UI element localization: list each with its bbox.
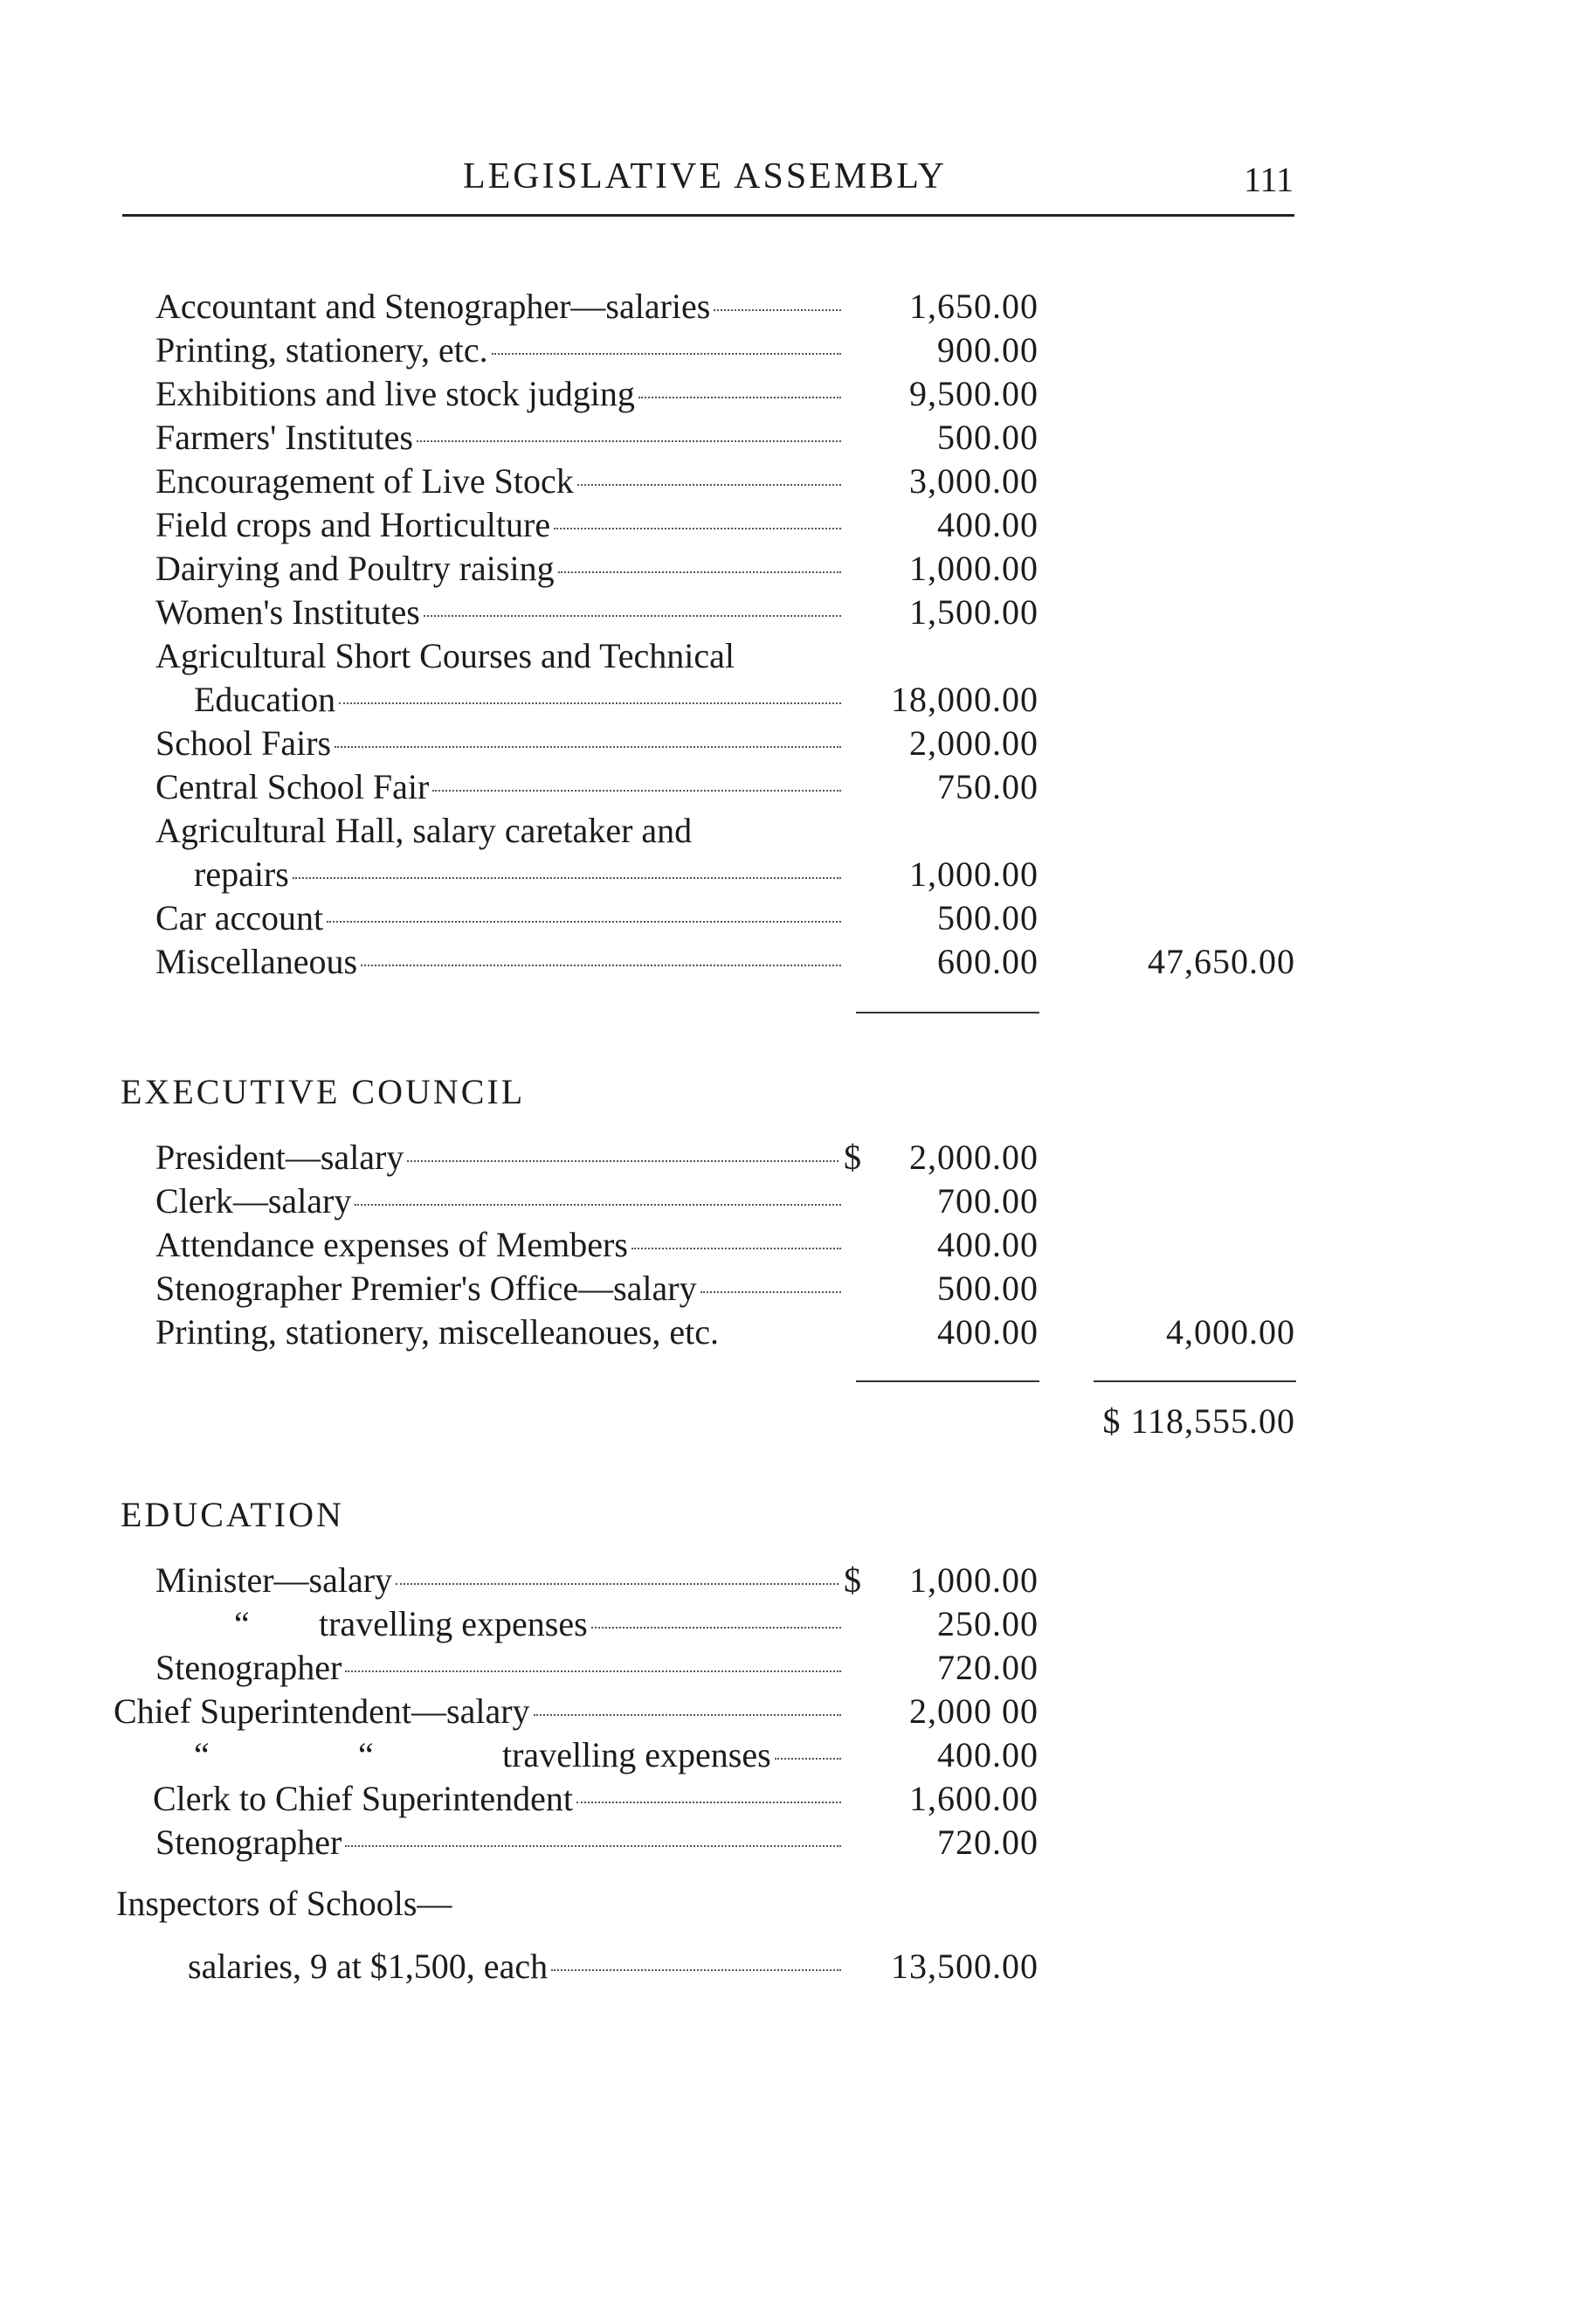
item-label <box>155 1223 841 1267</box>
dot-leader <box>576 1802 841 1803</box>
dot-leader <box>492 353 841 355</box>
amount: 400.00 <box>937 1225 1039 1264</box>
list-item <box>0 722 1594 765</box>
text-label: Agricultural Hall, salary caretaker and <box>155 811 693 850</box>
list-item <box>0 503 1594 547</box>
list-item <box>0 547 1594 591</box>
dot-leader <box>577 484 841 486</box>
dot-leader <box>345 1845 841 1847</box>
item-label <box>155 547 841 591</box>
subheading <box>0 1882 1594 1926</box>
page-header-title: LEGISLATIVE ASSEMBLY <box>463 156 947 197</box>
dot-leader <box>558 571 841 573</box>
amount: 1,500.00 <box>909 592 1039 632</box>
amount: 2,000 00 <box>909 1691 1039 1731</box>
dot-leader <box>361 965 841 966</box>
dot-leader <box>551 1969 841 1971</box>
text-label: Chief Superintendent—salary <box>114 1691 530 1731</box>
amount: 3,000.00 <box>909 461 1039 501</box>
amount: 720.00 <box>937 1648 1039 1687</box>
ditto-mark: “ <box>234 1604 250 1643</box>
amount: 500.00 <box>937 418 1039 457</box>
list-item <box>0 1559 1594 1602</box>
ditto-mark: “ <box>194 1735 210 1774</box>
item-label <box>155 416 841 460</box>
amount: 400.00 <box>937 1312 1039 1352</box>
text-label: Central School Fair <box>155 767 430 806</box>
text-label: Education <box>194 680 336 719</box>
text-label: President—salary <box>155 1138 404 1177</box>
list-item <box>0 1602 1594 1646</box>
amount: 400.00 <box>937 505 1039 544</box>
dot-leader <box>775 1758 841 1760</box>
amount: 1,650.00 <box>909 287 1039 326</box>
text-label: Exhibitions and live stock judging <box>155 374 635 413</box>
item-label <box>194 678 841 722</box>
text-label: Encouragement of Live Stock <box>155 461 574 501</box>
text-label: Miscellaneous <box>155 942 358 981</box>
amount: 250.00 <box>937 1604 1039 1643</box>
amount: 1,000.00 <box>909 854 1039 894</box>
amount: 700.00 <box>937 1181 1039 1221</box>
text-label: $ <box>844 1560 861 1600</box>
dot-leader <box>554 528 841 529</box>
text-label: Attendance expenses of Members <box>155 1225 628 1264</box>
dot-leader <box>700 1291 841 1293</box>
text-label: Car account <box>155 898 324 937</box>
item-label <box>114 1690 841 1733</box>
dot-leader <box>396 1583 838 1585</box>
dot-leader <box>335 746 841 748</box>
page-number: 111 <box>1244 160 1294 199</box>
list-item <box>0 460 1594 503</box>
total-rule <box>1094 1380 1296 1382</box>
dot-leader <box>417 440 841 442</box>
list-item <box>0 416 1594 460</box>
text-label: Minister—salary <box>155 1560 393 1600</box>
text-label: travelling expenses <box>502 1735 771 1774</box>
amount: 900.00 <box>937 330 1039 370</box>
amount: 600.00 <box>937 942 1039 981</box>
dot-leader <box>432 790 841 792</box>
dot-leader <box>355 1204 841 1206</box>
item-label <box>155 722 841 765</box>
amount: 1,600.00 <box>909 1779 1039 1818</box>
text-label: Inspectors of Schools— <box>116 1884 452 1923</box>
list-item <box>0 1267 1594 1311</box>
text-label: Field crops and Horticulture <box>155 505 551 544</box>
list-item <box>0 1690 1594 1733</box>
section-heading: EDUCATION <box>121 1495 344 1534</box>
list-item <box>0 285 1594 329</box>
section-total: 47,650.00 <box>1148 942 1295 981</box>
grand-total-row <box>0 1400 1594 1443</box>
list-item <box>0 1821 1594 1864</box>
amount: 500.00 <box>937 1269 1039 1308</box>
dot-leader <box>638 397 841 398</box>
text-label: School Fairs <box>155 723 332 763</box>
list-item-continuation <box>0 678 1594 722</box>
item-label <box>155 1559 861 1602</box>
text-label: $ <box>844 1138 861 1177</box>
dot-leader <box>714 309 841 311</box>
text-label: salaries, 9 at $1,500, each <box>188 1947 549 1986</box>
list-item <box>0 896 1594 940</box>
list-item <box>0 765 1594 809</box>
list-item-continuation <box>0 853 1594 896</box>
text-label: Printing, stationery, miscelleanoues, etc. <box>155 1312 720 1352</box>
dot-leader <box>345 1670 841 1672</box>
text-label: repairs <box>194 854 289 894</box>
dot-leader <box>293 877 841 879</box>
list-item <box>0 1223 1594 1267</box>
text-label: Dairying and Poultry raising <box>155 549 555 588</box>
list-item <box>0 1136 1594 1179</box>
list-item <box>0 1733 1594 1777</box>
amount: 13,500.00 <box>891 1947 1039 1986</box>
dot-leader <box>534 1714 841 1716</box>
amount: 750.00 <box>937 767 1039 806</box>
list-item <box>0 809 1594 853</box>
text-label: Printing, stationery, etc. <box>155 330 488 370</box>
dot-leader <box>339 702 841 704</box>
item-label <box>155 460 841 503</box>
amount: 1,000.00 <box>909 1560 1039 1600</box>
list-item <box>0 1945 1594 1989</box>
item-label <box>155 896 841 940</box>
list-item <box>0 329 1594 372</box>
item-label <box>319 1602 841 1646</box>
item-label <box>155 591 841 634</box>
dot-leader <box>591 1627 841 1629</box>
item-label <box>155 634 735 678</box>
amount: 2,000.00 <box>909 1138 1039 1177</box>
text-label: Clerk to Chief Superintendent <box>153 1779 574 1818</box>
text-label: Stenographer <box>155 1648 342 1687</box>
item-label <box>155 765 841 809</box>
item-label <box>155 1311 719 1354</box>
item-label <box>155 940 841 984</box>
item-label <box>155 503 841 547</box>
amount: 500.00 <box>937 898 1039 937</box>
text-label: Stenographer <box>155 1823 342 1862</box>
item-label <box>116 1882 452 1926</box>
dot-leader <box>631 1248 841 1249</box>
list-item <box>0 1311 1594 1354</box>
text-label: Agricultural Short Courses and Technical <box>155 636 735 675</box>
item-label <box>155 1646 841 1690</box>
amount: 9,500.00 <box>909 374 1039 413</box>
item-label <box>155 1136 861 1179</box>
section-total: 4,000.00 <box>1166 1312 1295 1352</box>
text-label: travelling expenses <box>319 1604 588 1643</box>
list-item <box>0 634 1594 678</box>
item-label <box>155 1821 841 1864</box>
header-rule <box>122 214 1294 217</box>
text-label: Clerk—salary <box>155 1181 352 1221</box>
subtotal-rule <box>856 1012 1039 1013</box>
item-label <box>155 285 841 329</box>
text-label: Accountant and Stenographer—salaries <box>155 287 711 326</box>
item-label <box>153 1777 841 1821</box>
item-label <box>155 1179 841 1223</box>
amount: 18,000.00 <box>891 680 1039 719</box>
list-item <box>0 1646 1594 1690</box>
list-item <box>0 940 1594 984</box>
dot-leader <box>327 921 841 923</box>
text-label: Farmers' Institutes <box>155 418 413 457</box>
item-label <box>155 809 692 853</box>
item-label <box>155 329 841 372</box>
dot-leader <box>407 1160 838 1162</box>
list-item <box>0 591 1594 634</box>
text-label: Women's Institutes <box>155 592 420 632</box>
item-label <box>194 853 841 896</box>
list-item <box>0 372 1594 416</box>
dot-leader <box>424 615 841 617</box>
item-label <box>155 1267 841 1311</box>
amount: 720.00 <box>937 1823 1039 1862</box>
list-item <box>0 1777 1594 1821</box>
amount: 400.00 <box>937 1735 1039 1774</box>
item-label <box>188 1945 841 1989</box>
grand-total: $ 118,555.00 <box>1102 1401 1295 1441</box>
amount: 2,000.00 <box>909 723 1039 763</box>
section-heading: EXECUTIVE COUNCIL <box>121 1072 526 1111</box>
item-label <box>502 1733 841 1777</box>
ditto-mark: “ <box>358 1735 374 1774</box>
amount: 1,000.00 <box>909 549 1039 588</box>
item-label <box>155 372 841 416</box>
list-item <box>0 1179 1594 1223</box>
text-label: Stenographer Premier's Office—salary <box>155 1269 697 1308</box>
subtotal-rule <box>856 1380 1039 1382</box>
